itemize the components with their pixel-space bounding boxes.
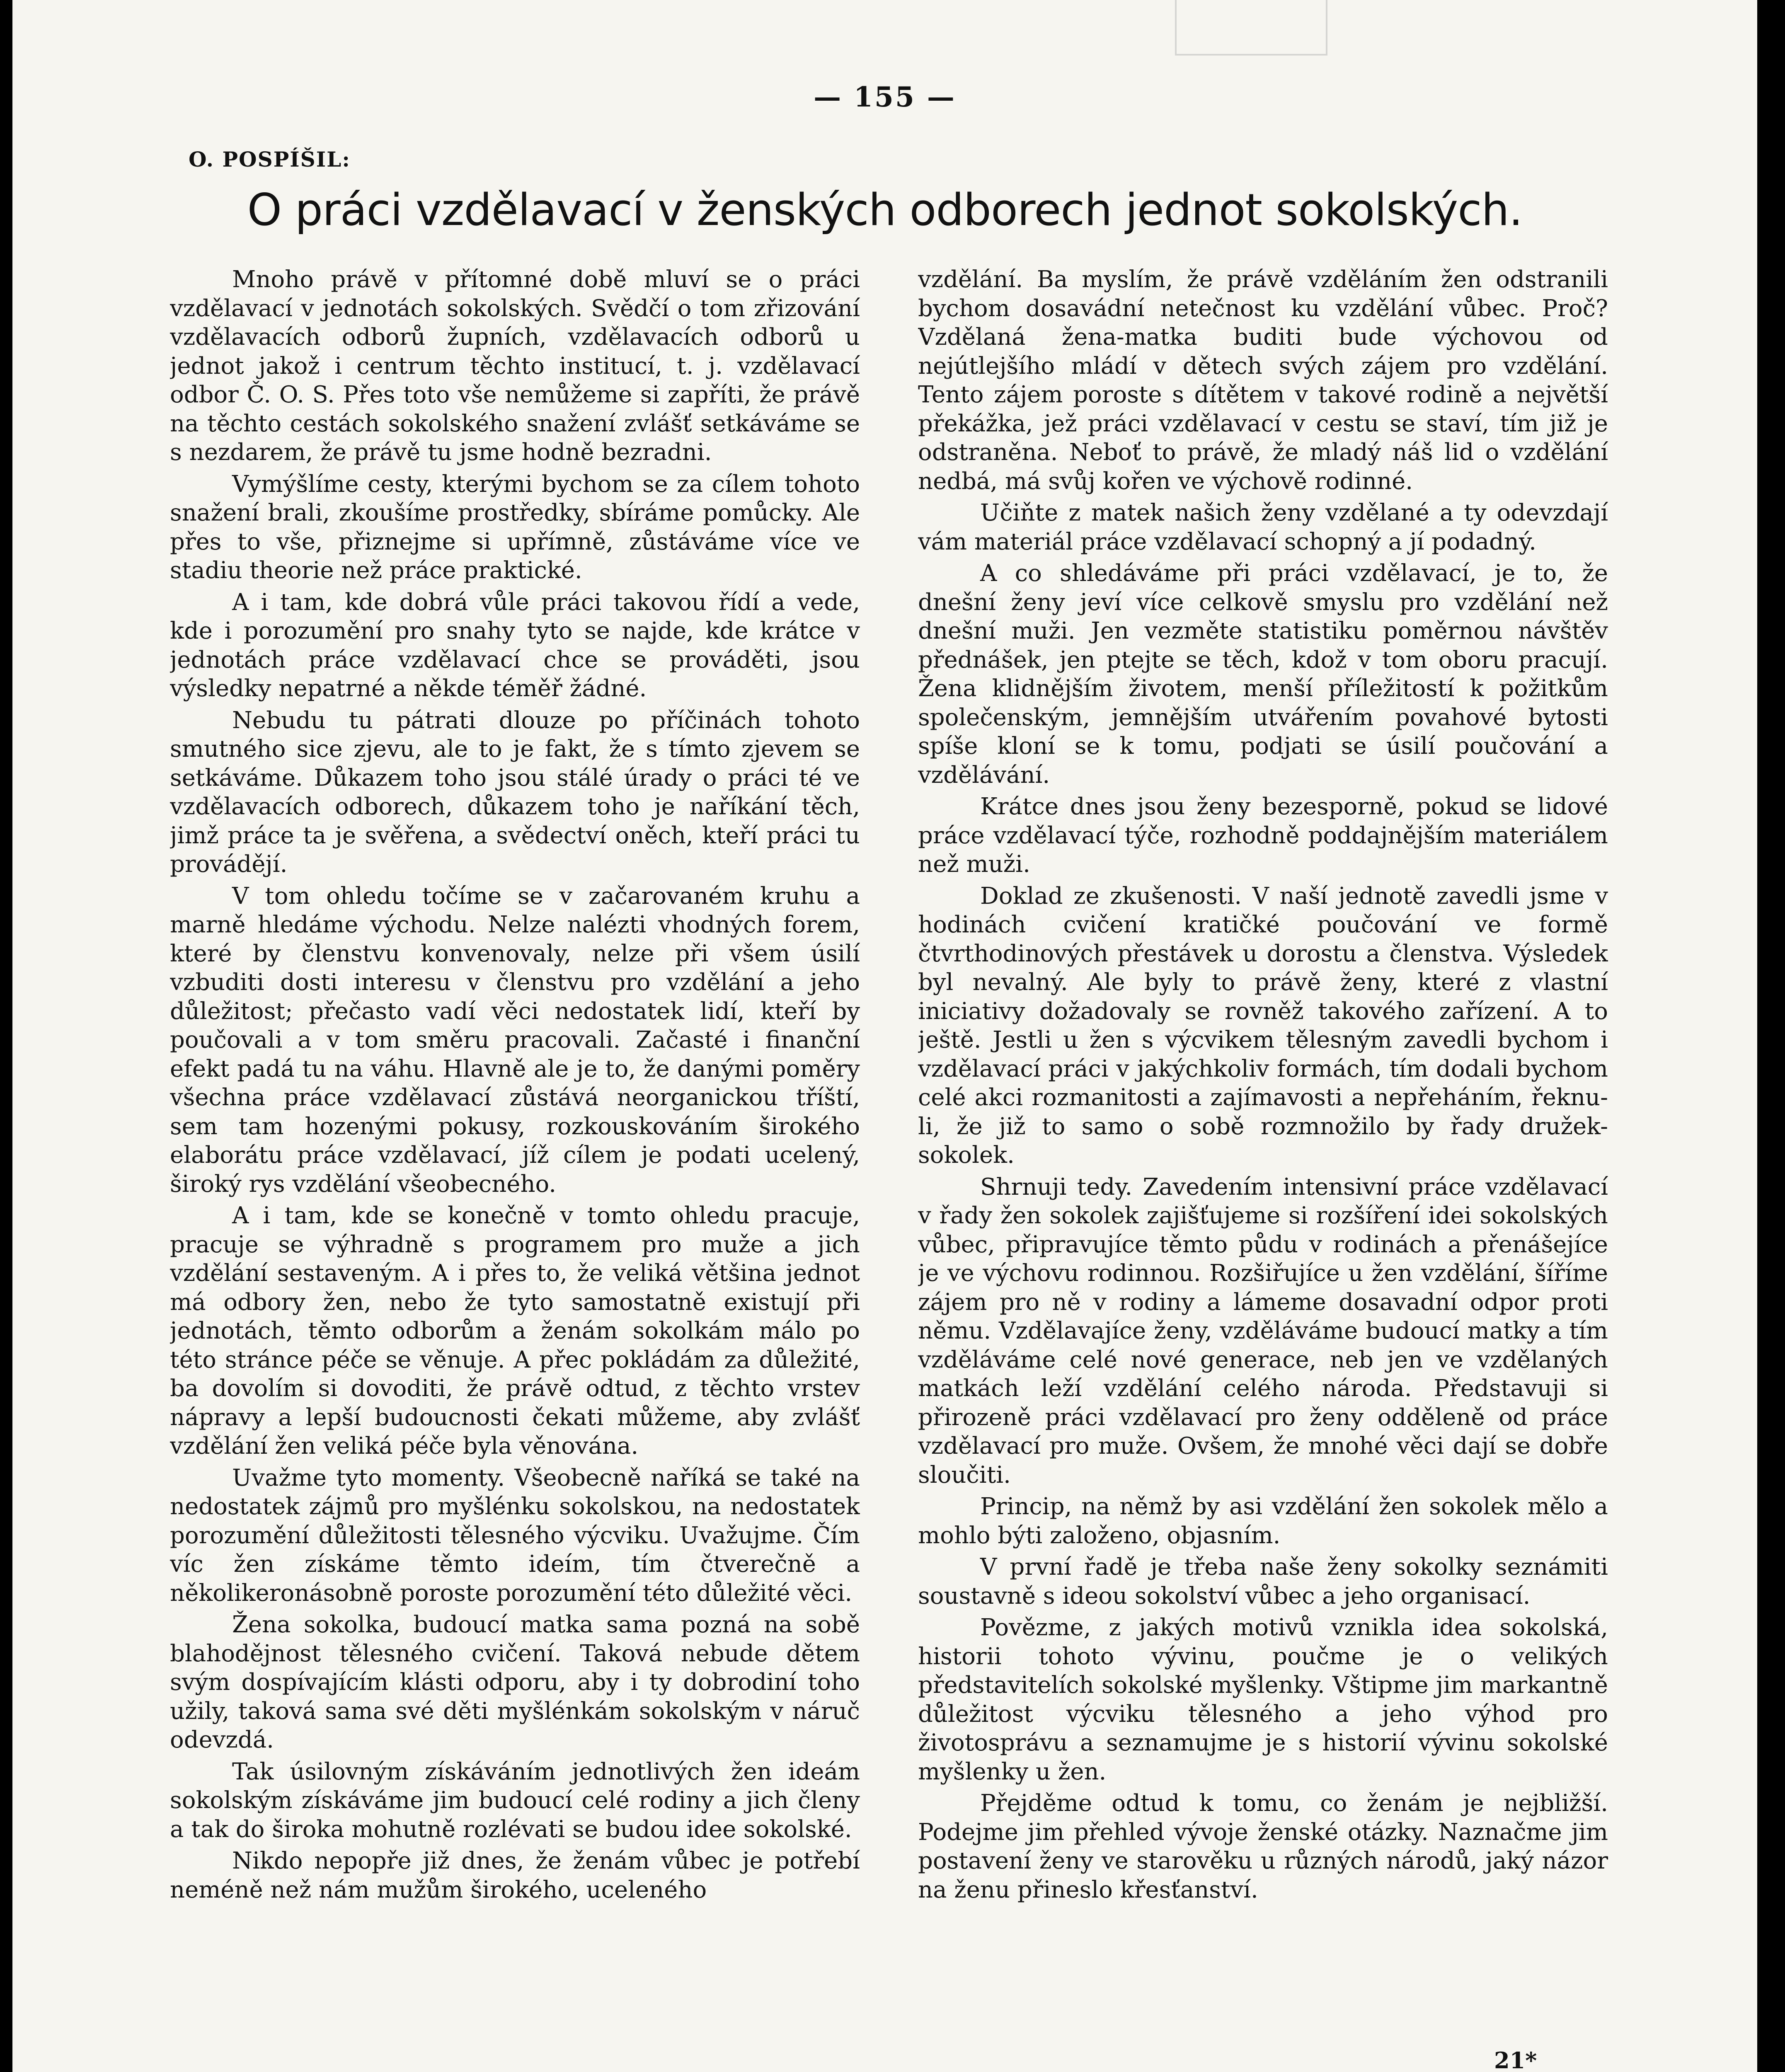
paragraph: A i tam, kde se konečně v tomto ohledu pracuje, pracuje se výhradně s programem pro muže a jich vzdělání sestaveným. A i přes to, že veliká většina jednot má odbory žen, nebo že tyto samostatně existují při jednotách, těmto odborům a ženám sokolkám málo po této stránce péče se věnuje. A přec pokládám za důležité, ba dovolím si dovoditi, že právě odtud, z těchto vrstev nápravy a lepší budoucnosti čekati můžeme, aby zvlášť vzdělání žen veliká péče byla věnována. [170,1202,860,1460]
paragraph: Vymýšlíme cesty, kterými bychom se za cílem tohoto snažení brali, zkoušíme prostředky, sbíráme pomůcky. Ale přes to vše, přiznejme si upřímně, zůstáváme více ve stadiu theorie než práce praktické. [170,470,860,584]
paragraph: Krátce dnes jsou ženy bezesporně, pokud se lidové práce vzdělavací týče, rozhodně poddajnějším materiálem než muži. [918,793,1608,878]
signature-folio: 21* [1494,2047,1537,2072]
paragraph: Učiňte z matek našich ženy vzdělané a ty odevzdají vám materiál práce vzdělavací schopný a jí podadný. [918,499,1608,555]
paragraph: Povězme, z jakých motivů vznikla idea sokolská, historii tohoto vývinu, poučme je o velikých představitelích sokolské myšlenky. Vštipme jim markantně důležitost výcviku tělesného a jeho výhod pro životosprávu a seznamujme je s historií vývinu sokolské myšlenky u žen. [918,1614,1608,1785]
paragraph: V tom ohledu točíme se v začarovaném kruhu a marně hledáme východu. Nelze nalézti vhodných forem, které by členstvu konvenovaly, nelze při všem úsilí vzbuditi dosti interesu v členstvu pro vzdělání a jeho důležitost; přečasto vadí věci nedostatek lidí, kteří by poučovali a v tom směru pracovali. Začasté i finanční efekt padá tu na váhu. Hlavně ale je to, že danými poměry všechna práce vzdělavací zůstává neorganickou tříští, sem tam hozenými pokusy, rozkouskováním širokého elaborátu práce vzdělavací, jíž cílem je podati ucelený, široký rys vzdělání všeobecného. [170,882,860,1198]
scan-border-left [0,0,12,2072]
paragraph: Uvažme tyto momenty. Všeobecně naříká se také na nedostatek zájmů pro myšlénku sokolskou, na nedostatek porozumění důležitosti tělesného výcviku. Uvažujme. Čím víc žen získáme těmto ideím, tím čtverečně a několikeronásobně poroste porozumění této důležité věci. [170,1464,860,1607]
paragraph: Shrnuji tedy. Zavedením intensivní práce vzdělavací v řady žen sokolek zajišťujeme si rozšíření idei sokolských vůbec, připravujíce těmto půdu v rodinách a přenášejíce je ve výchovu rodinnou. Rozšiřujíce u žen vzdělání, šíříme zájem pro ně v rodiny a lámeme dosavadní odpor proti němu. Vzdělavajíce ženy, vzděláváme budoucí matky a tím vzděláváme celé nové generace, neb jen ve vzdělaných matkách leží vzdělání celého národa. Představuji si přirozeně práci vzdělavací pro ženy odděleně od práce vzdělavací pro muže. Ovšem, že mnohé věci dají se dobře sloučiti. [918,1173,1608,1489]
library-stamp-mark [1175,0,1327,56]
article-title: O práci vzdělavací v ženských odborech jednot sokolských. [247,184,1523,235]
document-page [12,0,1757,2072]
paragraph-continued: vzdělání. Ba myslím, že právě vzděláním žen odstranili bychom dosavádní netečnost ku vzdělání vůbec. Proč? Vzdělaná žena-matka buditi bude výchovou od nejútlejšího mládí v dětech svých zájem pro vzdělání. Tento zájem poroste s dítětem v takové rodině a největší překážka, jež práci vzdělavací v cestu se staví, tím již je odstraněna. Neboť to právě, že mladý náš lid o vzdělání nedbá, má svůj kořen ve výchově rodinné. [918,266,1608,495]
paragraph: Nebudu tu pátrati dlouze po příčinách tohoto smutného sice zjevu, ale to je fakt, že s tímto zjevem se setkáváme. Důkazem toho jsou stálé úrady o práci té ve vzdělavacích odborech, důkazem toho je naříkání těch, jimž práce ta je svěřena, a svědectví oněch, kteří práci tu provádějí. [170,707,860,878]
paragraph: Princip, na němž by asi vzdělání žen sokolek mělo a mohlo býti založeno, objasním. [918,1493,1608,1549]
text-column-right [918,265,1608,2072]
paragraph: Tak úsilovným získáváním jednotlivých žen ideám sokolským získáváme jim budoucí celé rodiny a jich členy a tak do široka mohutně rozlévati se budou idee sokolské. [170,1758,860,1843]
paragraph: V první řadě je třeba naše ženy sokolky seznámiti soustavně s ideou sokolství vůbec a jeho organisací. [918,1554,1608,1610]
text-column-left [170,265,860,2072]
article-author: O. POSPÍŠIL: [189,147,351,172]
paragraph: Mnoho právě v přítomné době mluví se o práci vzdělavací v jednotách sokolských. Svědčí o tom zřizování vzdělavacích odborů župních, vzdělavacích odborů u jednot jakož i centrum těchto institucí, t. j. vzdělavací odbor Č. O. S. Přes toto vše nemůžeme si zapříti, že právě na těchto cestách sokolského snažení zvlášť setkáváme se s nezdarem, že právě tu jsme hodně bezradni. [170,266,860,466]
paragraph: Nikdo nepopře již dnes, že ženám vůbec je potřebí neméně než nám mužům širokého, uceleného [170,1847,860,1903]
paragraph: Přejděme odtud k tomu, co ženám je nejbližší. Podejme jim přehled vývoje ženské otázky. Naznačme jim postavení ženy ve starověku u různých národů, jaký názor na ženu přineslo křesťanství. [918,1790,1608,1903]
paragraph: A co shledáváme při práci vzdělavací, je to, že dnešní ženy jeví více celkově smyslu pro vzdělání než dnešní muži. Jen vezměte statistiku poměrnou návštěv přednášek, jen ptejte se těch, kdož v tom oboru pracují. Žena klidnějším životem, menší příležitostí k požitkům společenským, jemnějším utvářením povahové bytosti spíše kloní se k tomu, podjati se úsilí poučování a vzdělávání. [918,560,1608,789]
paragraph: Doklad ze zkušenosti. V naší jednotě zavedli jsme v hodinách cvičení kratičké poučování ve formě čtvrthodinových přestávek u dorostu a členstva. Výsledek byl nevalný. Ale byly to právě ženy, které z vlastní iniciativy dožadovaly se rovněž takového zařízení. A to ještě. Jestli u žen s výcvikem tělesným zavedli bychom i vzdělavací práci v jakýchkoliv formách, tím dodali bychom celé akci rozmanitosti a zajímavosti a nepřeháním, řeknu-li, že již to samo o sobě rozmnožilo by řady družek-sokolek. [918,882,1608,1169]
paragraph: Žena sokolka, budoucí matka sama pozná na sobě blahodějnost tělesného cvičení. Taková nebude dětem svým dospívajícím klásti odporu, aby i ty dobrodiní toho užily, taková sama své děti myšlénkám sokolským v náruč odevzdá. [170,1611,860,1753]
paragraph: A i tam, kde dobrá vůle práci takovou řídí a vede, kde i porozumění pro snahy tyto se najde, kde krátce v jednotách práce vzdělavací chce se prováděti, jsou výsledky nepatrné a někde téměř žádné. [170,588,860,702]
scan-border-right [1757,0,1785,2072]
page-number: — 155 — [814,81,956,113]
